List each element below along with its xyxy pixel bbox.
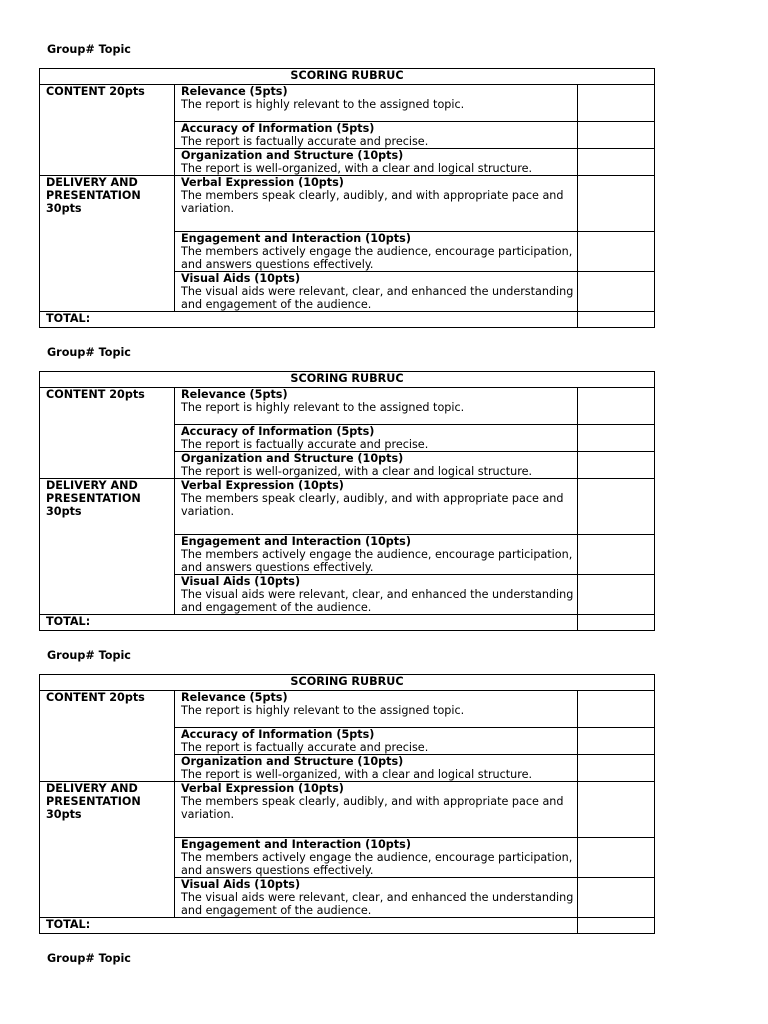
criterion-title: Accuracy of Information (5pts): [181, 122, 375, 135]
score-cell[interactable]: [578, 425, 655, 452]
criterion-description: The report is highly relevant to the assigned topic.: [181, 704, 465, 717]
criterion-title: Visual Aids (10pts): [181, 272, 301, 285]
criterion-accuracy: [175, 122, 578, 149]
group-topic-label: Group# Topic: [47, 43, 131, 56]
criterion-description: The report is well-organized, with a clear and logical structure.: [181, 162, 533, 175]
rubric-title: SCORING RUBRUC: [40, 69, 655, 85]
criterion-title: Relevance (5pts): [181, 85, 288, 98]
group-topic-label: Group# Topic: [47, 649, 131, 662]
category-content: CONTENT 20pts: [40, 691, 175, 782]
score-cell[interactable]: [578, 452, 655, 479]
total-score-cell[interactable]: [578, 615, 655, 631]
criterion-engagement: [175, 232, 578, 272]
category-delivery: DELIVERY AND PRESENTATION 30pts: [40, 176, 175, 312]
group-topic-label: Group# Topic: [47, 952, 131, 965]
criterion-organization: [175, 452, 578, 479]
criterion-title: Organization and Structure (10pts): [181, 452, 404, 465]
criterion-description: The report is well-organized, with a clear and logical structure.: [181, 465, 533, 478]
criterion-description: The members speak clearly, audibly, and with appropriate pace and variation.: [181, 492, 564, 518]
score-cell[interactable]: [578, 575, 655, 615]
score-cell[interactable]: [578, 122, 655, 149]
score-cell[interactable]: [578, 272, 655, 312]
criterion-title: Engagement and Interaction (10pts): [181, 838, 411, 851]
score-cell[interactable]: [578, 878, 655, 918]
score-cell[interactable]: [578, 479, 655, 535]
criterion-relevance: [175, 691, 578, 728]
criterion-description: The report is highly relevant to the assigned topic.: [181, 401, 465, 414]
criterion-description: The members speak clearly, audibly, and with appropriate pace and variation.: [181, 189, 564, 215]
criterion-title: Engagement and Interaction (10pts): [181, 232, 411, 245]
group-topic-label: Group# Topic: [47, 346, 131, 359]
score-cell[interactable]: [578, 728, 655, 755]
criterion-accuracy: [175, 728, 578, 755]
total-label: TOTAL:: [40, 918, 578, 934]
score-cell[interactable]: [578, 838, 655, 878]
rubric-title: SCORING RUBRUC: [40, 372, 655, 388]
total-score-cell[interactable]: [578, 918, 655, 934]
score-cell[interactable]: [578, 232, 655, 272]
scoring-rubric-table: [39, 674, 655, 934]
criterion-organization: [175, 149, 578, 176]
score-cell[interactable]: [578, 388, 655, 425]
total-label: TOTAL:: [40, 615, 578, 631]
criterion-title: Accuracy of Information (5pts): [181, 728, 375, 741]
criterion-description: The visual aids were relevant, clear, and enhanced the understanding and engagement of the audience.: [181, 285, 574, 311]
criterion-relevance: [175, 388, 578, 425]
criterion-visual-aids: [175, 575, 578, 615]
scoring-rubric-table: [39, 371, 655, 631]
criterion-verbal-expression: [175, 782, 578, 838]
criterion-description: The report is factually accurate and precise.: [181, 438, 429, 451]
criterion-verbal-expression: [175, 176, 578, 232]
criterion-description: The report is factually accurate and precise.: [181, 135, 429, 148]
category-delivery: DELIVERY AND PRESENTATION 30pts: [40, 479, 175, 615]
criterion-title: Relevance (5pts): [181, 388, 288, 401]
criterion-description: The members actively engage the audience, encourage participation, and answers questions effectively.: [181, 245, 573, 271]
score-cell[interactable]: [578, 176, 655, 232]
criterion-title: Verbal Expression (10pts): [181, 176, 344, 189]
criterion-description: The visual aids were relevant, clear, and enhanced the understanding and engagement of the audience.: [181, 588, 574, 614]
category-content: CONTENT 20pts: [40, 388, 175, 479]
criterion-title: Engagement and Interaction (10pts): [181, 535, 411, 548]
score-cell[interactable]: [578, 755, 655, 782]
score-cell[interactable]: [578, 85, 655, 122]
category-delivery: DELIVERY AND PRESENTATION 30pts: [40, 782, 175, 918]
criterion-description: The report is highly relevant to the assigned topic.: [181, 98, 465, 111]
criterion-description: The members actively engage the audience, encourage participation, and answers questions effectively.: [181, 548, 573, 574]
score-cell[interactable]: [578, 149, 655, 176]
criterion-title: Organization and Structure (10pts): [181, 755, 404, 768]
criterion-verbal-expression: [175, 479, 578, 535]
criterion-engagement: [175, 838, 578, 878]
category-content: CONTENT 20pts: [40, 85, 175, 176]
criterion-title: Organization and Structure (10pts): [181, 149, 404, 162]
criterion-title: Relevance (5pts): [181, 691, 288, 704]
total-score-cell[interactable]: [578, 312, 655, 328]
criterion-description: The report is well-organized, with a clear and logical structure.: [181, 768, 533, 781]
scoring-rubric-table: [39, 68, 655, 328]
criterion-title: Verbal Expression (10pts): [181, 479, 344, 492]
score-cell[interactable]: [578, 691, 655, 728]
criterion-title: Accuracy of Information (5pts): [181, 425, 375, 438]
criterion-description: The visual aids were relevant, clear, and enhanced the understanding and engagement of the audience.: [181, 891, 574, 917]
criterion-description: The members actively engage the audience, encourage participation, and answers questions effectively.: [181, 851, 573, 877]
criterion-organization: [175, 755, 578, 782]
criterion-description: The members speak clearly, audibly, and with appropriate pace and variation.: [181, 795, 564, 821]
criterion-engagement: [175, 535, 578, 575]
rubric-title: SCORING RUBRUC: [40, 675, 655, 691]
criterion-visual-aids: [175, 878, 578, 918]
total-label: TOTAL:: [40, 312, 578, 328]
criterion-description: The report is factually accurate and precise.: [181, 741, 429, 754]
criterion-title: Visual Aids (10pts): [181, 878, 301, 891]
score-cell[interactable]: [578, 782, 655, 838]
criterion-visual-aids: [175, 272, 578, 312]
criterion-accuracy: [175, 425, 578, 452]
criterion-title: Visual Aids (10pts): [181, 575, 301, 588]
criterion-title: Verbal Expression (10pts): [181, 782, 344, 795]
score-cell[interactable]: [578, 535, 655, 575]
criterion-relevance: [175, 85, 578, 122]
